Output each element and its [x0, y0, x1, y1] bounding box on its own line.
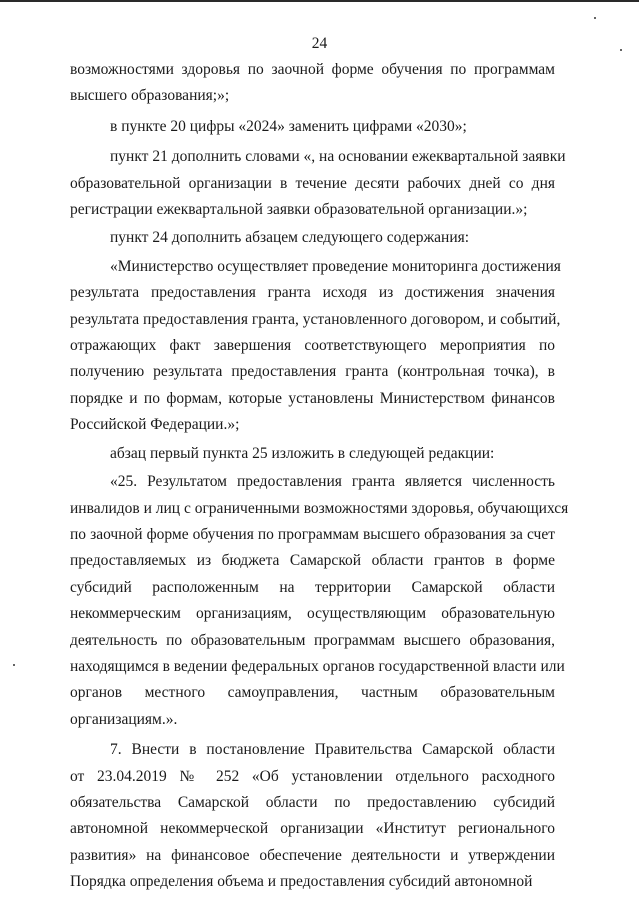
text-line: результата предоставления гранта исходя из достижения значения	[70, 284, 555, 302]
scan-speck	[13, 664, 15, 666]
text-line: в пункте 20 цифры «2024» заменить цифрами «2030»;	[110, 117, 467, 135]
text-line: некоммерческим организациям, осуществляющим образовательную	[70, 605, 555, 623]
text-line: регистрации ежеквартальной заявки образовательной организации.»;	[70, 201, 528, 219]
page-number: 24	[311, 35, 328, 52]
text-line: пункт 24 дополнить абзацем следующего содержания:	[110, 229, 470, 247]
paragraph	[70, 469, 569, 733]
text-line: находящимся в ведении федеральных органов государственной власти или	[70, 657, 565, 675]
text-line: Российской Федерации.»;	[70, 416, 240, 434]
text-line: отражающих факт завершения соответствующего мероприятия по	[70, 337, 555, 355]
text-line: органов местного самоуправления, частным образовательным	[70, 684, 555, 702]
text-line: развития» на финансовое обеспечение деятельности и утверждении	[70, 846, 555, 864]
text-line: инвалидов и лиц с ограниченными возможностями здоровья, обучающихся	[70, 499, 569, 517]
text-line: получению результата предоставления гранта (контрольная точка), в	[70, 363, 555, 381]
text-line: обязательства Самарской области по предоставлению субсидий	[70, 793, 555, 811]
paragraph	[70, 57, 555, 110]
text-line: высшего образования;»;	[70, 87, 230, 105]
scan-speck	[594, 17, 596, 19]
paragraph	[70, 441, 555, 467]
text-line: порядке и по формам, которые установлены Министерством финансов	[70, 389, 555, 407]
text-line: «25. Результатом предоставления гранта является численность	[110, 473, 555, 491]
text-line: организациям.».	[70, 710, 178, 728]
paragraph	[70, 737, 555, 895]
text-line: пункт 21 дополнить словами «, на основании ежеквартальной заявки	[110, 148, 566, 166]
text-line: предоставляемых из бюджета Самарской области грантов в форме	[70, 552, 555, 570]
paragraph	[70, 114, 555, 140]
scan-top-edge	[0, 0, 639, 2]
paragraph	[70, 254, 561, 439]
text-line: деятельность по образовательным программам высшего образования,	[70, 631, 555, 649]
text-line: 7. Внести в постановление Правительства Самарской области	[110, 741, 555, 759]
text-line: образовательной организации в течение десяти рабочих дней со дня	[70, 174, 555, 192]
text-line: автономной некоммерческой организации «Институт регионального	[70, 820, 555, 838]
document-body	[70, 57, 569, 896]
text-line: возможностями здоровья по заочной форме обучения по программам	[70, 61, 555, 78]
text-line: субсидий расположенным на территории Самарской области	[70, 578, 555, 596]
text-line: результата предоставления гранта, установленного договором, и событий,	[70, 310, 561, 328]
paragraph	[70, 225, 555, 251]
text-line: по заочной форме обучения по программам высшего образования за счет	[70, 525, 555, 543]
text-line: от 23.04.2019 № 252 «Об установлении отдельного расходного	[70, 767, 555, 785]
paragraph	[70, 144, 566, 223]
text-line: Порядка определения объема и предоставления субсидий автономной	[70, 873, 533, 891]
text-line: абзац первый пункта 25 изложить в следующей редакции:	[110, 444, 495, 462]
text-line: «Министерство осуществляет проведение мониторинга достижения	[110, 257, 561, 275]
